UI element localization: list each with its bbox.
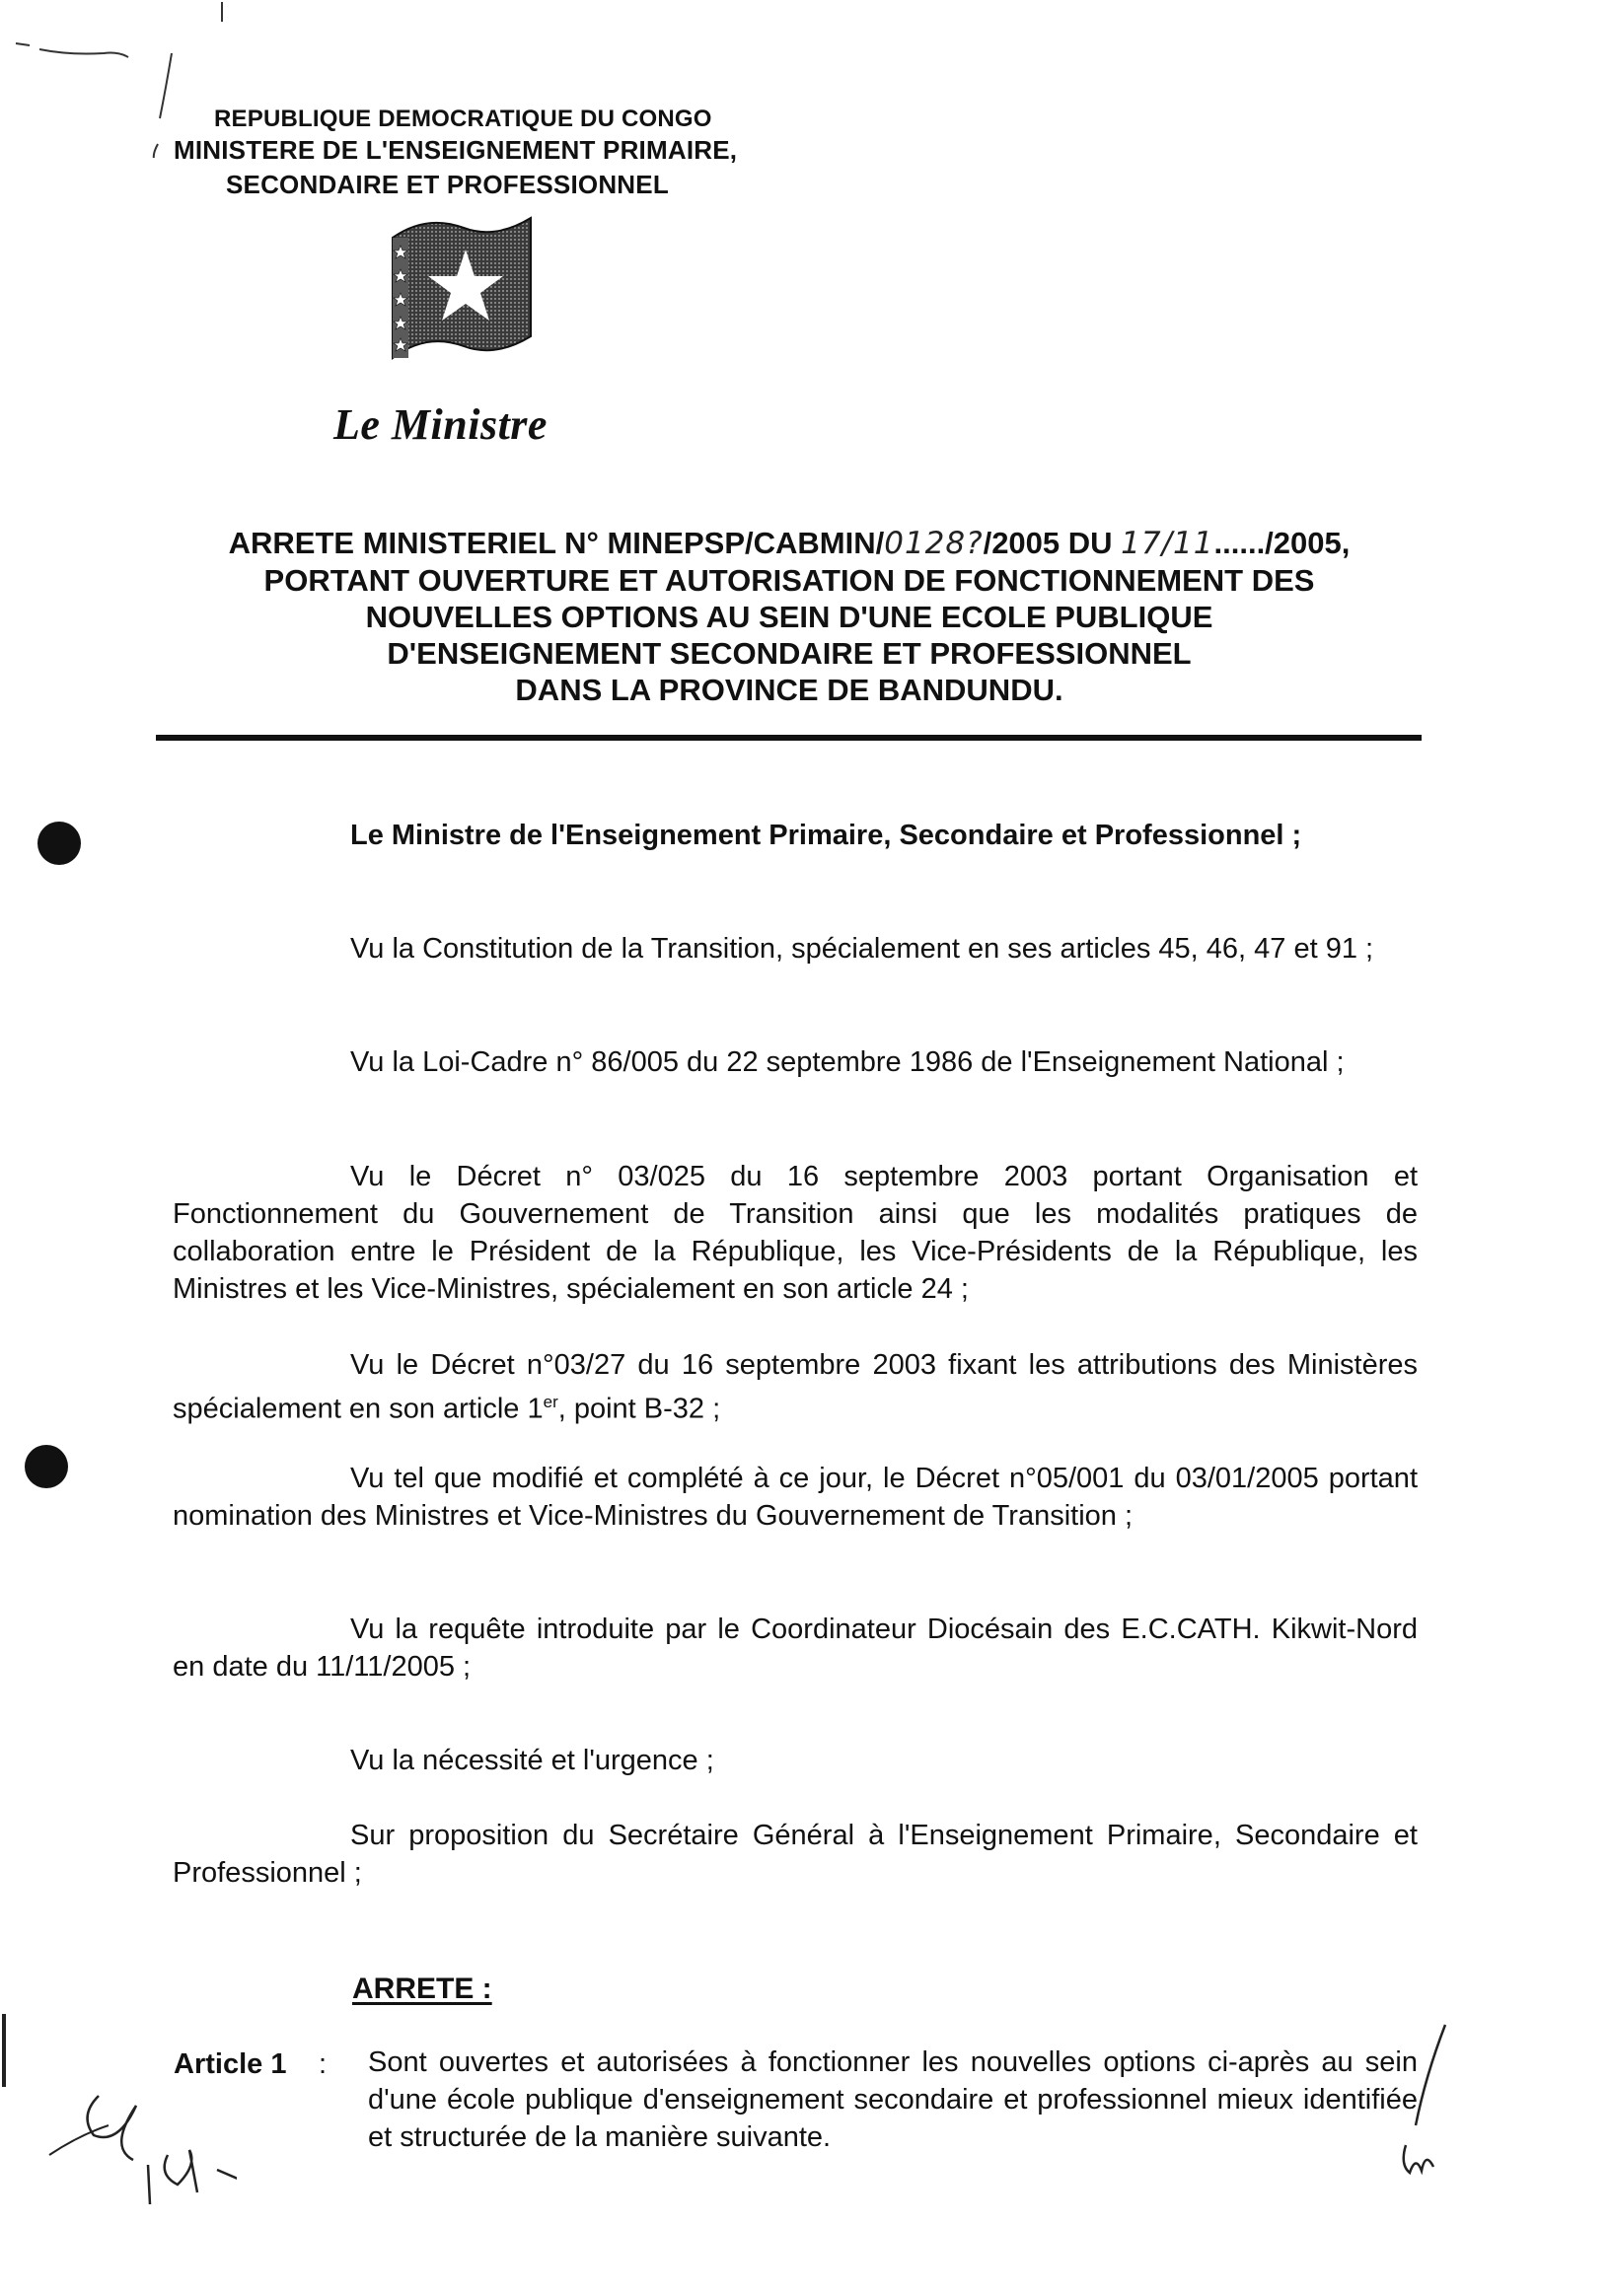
paragraph-decret-05: Vu tel que modifié et complété à ce jour, le Décret n°05/001 du 03/01/2005 portant nomination des Ministres et Vice-Ministres du Gouvernement de Transition ;	[173, 1463, 1418, 1532]
decree-title	[148, 525, 1430, 708]
handwritten-initials-signature	[39, 2076, 237, 2204]
title-line-4: D'ENSEIGNEMENT SECONDAIRE ET PROFESSIONNEL	[387, 636, 1192, 671]
handwritten-margin-initial	[1376, 2017, 1455, 2175]
title-line-2: PORTANT OUVERTURE ET AUTORISATION DE FONCTIONNEMENT DES	[263, 563, 1315, 598]
minister-signature-title: Le Ministre	[333, 400, 548, 449]
paragraph-decret-27: Vu le Décret n°03/27 du 16 septembre 2003 fixant les attributions des Ministères spécialement en son article 1er, point B-32 ;	[173, 1349, 1418, 1425]
ministry-line-2: SECONDAIRE ET PROFESSIONNEL	[226, 170, 669, 199]
title-line-3: NOUVELLES OPTIONS AU SEIN D'UNE ECOLE PUBLIQUE	[365, 600, 1213, 634]
article-1-label: Article 1	[174, 2048, 287, 2080]
title-line-1: ARRETE MINISTERIEL N° MINEPSP/CABMIN/0128?/2005 DU 17/11....../2005,	[228, 526, 1351, 561]
handwritten-date: 17/11	[1121, 526, 1214, 561]
flag-with-star-icon	[387, 210, 537, 370]
title-divider	[156, 735, 1422, 741]
title-line-5: DANS LA PROVINCE DE BANDUNDU.	[515, 673, 1063, 707]
paragraph-constitution: Vu la Constitution de la Transition, spécialement en ses articles 45, 46, 47 et 91 ;	[350, 933, 1374, 965]
ministry-line-1: MINISTERE DE L'ENSEIGNEMENT PRIMAIRE,	[174, 135, 738, 165]
arrete-heading: ARRETE :	[352, 1973, 492, 2005]
handwritten-stroke-mark	[138, 49, 187, 158]
paragraph-requete: Vu la requête introduite par le Coordinateur Diocésain des E.C.CATH. Kikwit-Nord en date du 11/11/2005 ;	[173, 1614, 1418, 1683]
paragraph-proposition: Sur proposition du Secrétaire Général à l'Enseignement Primaire, Secondaire et Professionnel ;	[173, 1820, 1418, 1889]
paragraph-loi-cadre: Vu la Loi-Cadre n° 86/005 du 22 septembre 1986 de l'Enseignement National ;	[350, 1046, 1345, 1078]
punch-hole-mark	[25, 1445, 68, 1488]
punch-hole-mark	[37, 822, 81, 865]
article-1-colon: :	[319, 2048, 328, 2080]
paragraph-necessite: Vu la nécessité et l'urgence ;	[350, 1745, 714, 1776]
scan-dash-mark	[10, 30, 138, 69]
minister-paragraph: Le Ministre de l'Enseignement Primaire, Secondaire et Professionnel ;	[350, 820, 1302, 851]
paragraph-decret-025: Vu le Décret n° 03/025 du 16 septembre 2003 portant Organisation et Fonctionnement du Gouvernement de Transition ainsi que les modalités pratiques de collaboration entre le Président de la République, les Vice-Présidents de la République, les Ministres et les Vice-Ministres, spécialement en son article 24 ;	[173, 1161, 1418, 1305]
country-name: REPUBLIQUE DEMOCRATIQUE DU CONGO	[214, 106, 712, 132]
handwritten-number: 0128?	[884, 526, 984, 561]
article-1-text: Sont ouvertes et autorisées à fonctionner les nouvelles options ci-après au sein d'une école publique d'enseignement secondaire et professionnel mieux identifiée et structurée de la manière suivante.	[368, 2046, 1418, 2153]
scan-edge-mark	[0, 2012, 10, 2091]
scan-tick-mark	[212, 0, 232, 30]
